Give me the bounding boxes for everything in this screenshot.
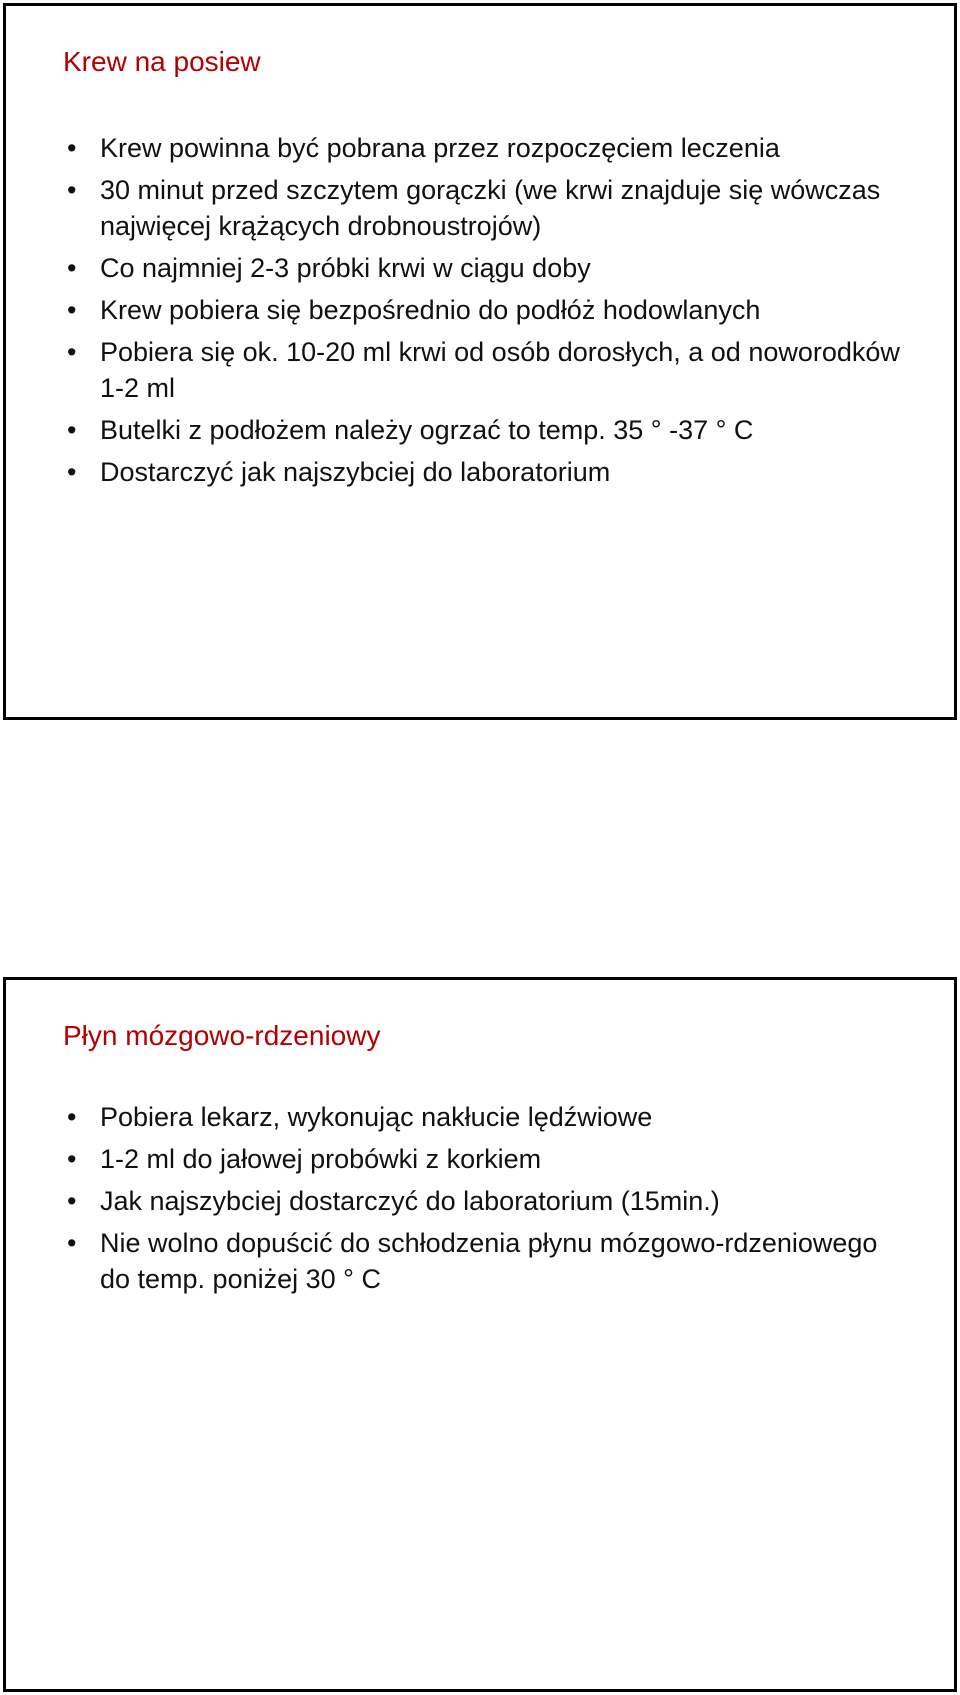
- slide-blood-culture: [3, 3, 957, 720]
- list-item-text: Dostarczyć jak najszybciej do laboratorium: [100, 457, 611, 487]
- list-item: [63, 130, 914, 166]
- bullet-icon: •: [67, 253, 77, 283]
- bullet-icon: •: [67, 1186, 77, 1216]
- bullet-icon: •: [67, 415, 77, 445]
- bullet-icon: •: [67, 457, 77, 487]
- bullet-icon: •: [67, 175, 77, 205]
- bullet-list: [63, 130, 914, 496]
- list-item: [63, 1099, 914, 1135]
- slide-title: Płyn mózgowo-rdzeniowy: [63, 1020, 381, 1051]
- list-item-text: Co najmniej 2-3 próbki krwi w ciągu doby: [100, 253, 591, 283]
- list-item-text: Nie wolno dopuścić do schłodzenia płynu mózgowo-rdzeniowego do temp. poniżej 30 ° C: [100, 1228, 878, 1294]
- bullet-list: [63, 1099, 914, 1303]
- list-item-text: 1-2 ml do jałowej probówki z korkiem: [100, 1144, 542, 1174]
- bullet-icon: •: [67, 1102, 77, 1132]
- list-item-text: Pobiera lekarz, wykonując nakłucie lędźwiowe: [100, 1102, 653, 1132]
- list-item-text: Butelki z podłożem należy ogrzać to temp. 35 ° -37 ° C: [100, 415, 754, 445]
- slide-csf: [3, 977, 957, 1692]
- list-item: [63, 334, 914, 406]
- list-item-text: Krew powinna być pobrana przez rozpoczęciem leczenia: [100, 133, 780, 163]
- list-item: [63, 292, 914, 328]
- bullet-icon: •: [67, 337, 77, 367]
- bullet-icon: •: [67, 1144, 77, 1174]
- list-item: [63, 1225, 914, 1297]
- bullet-icon: •: [67, 295, 77, 325]
- list-item: [63, 454, 914, 490]
- bullet-icon: •: [67, 1228, 77, 1258]
- list-item-text: Krew pobiera się bezpośrednio do podłóż hodowlanych: [100, 295, 761, 325]
- slide-title: Krew na posiew: [63, 46, 261, 77]
- list-item: [63, 412, 914, 448]
- list-item-text: 30 minut przed szczytem gorączki (we krwi znajduje się wówczas najwięcej krążących drobnoustrojów): [100, 175, 881, 241]
- list-item: [63, 1141, 914, 1177]
- list-item-text: Pobiera się ok. 10-20 ml krwi od osób dorosłych, a od noworodków 1-2 ml: [100, 337, 900, 403]
- list-item-text: Jak najszybciej dostarczyć do laboratorium (15min.): [100, 1186, 720, 1216]
- list-item: [63, 172, 914, 244]
- list-item: [63, 1183, 914, 1219]
- bullet-icon: •: [67, 133, 77, 163]
- list-item: [63, 250, 914, 286]
